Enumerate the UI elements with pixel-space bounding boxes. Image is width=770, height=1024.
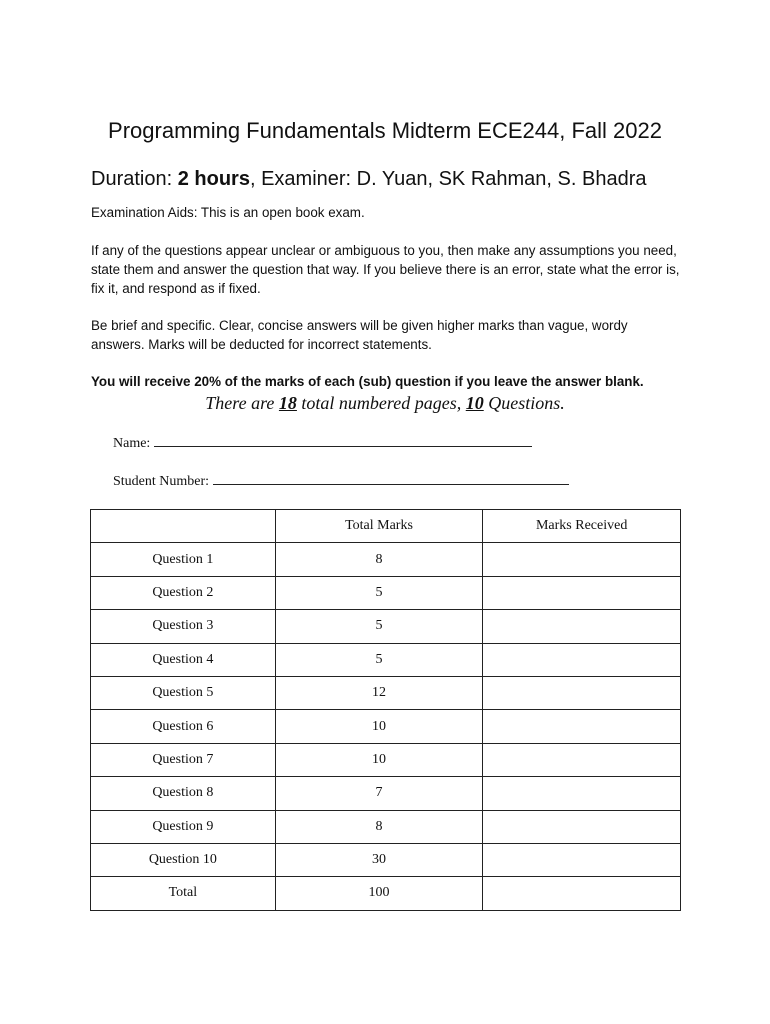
row-label: Total — [91, 877, 276, 910]
row-marks-received[interactable] — [483, 676, 681, 709]
row-marks-received[interactable] — [483, 710, 681, 743]
row-label: Question 6 — [91, 710, 276, 743]
student-number-field-row — [113, 472, 569, 490]
table-header-total-marks: Total Marks — [275, 510, 483, 543]
pages-info-suffix: Questions. — [483, 393, 565, 413]
table-row — [91, 810, 681, 843]
row-total-marks: 100 — [275, 877, 483, 910]
table-row — [91, 710, 681, 743]
row-marks-received[interactable] — [483, 543, 681, 576]
row-total-marks: 10 — [275, 743, 483, 776]
row-label: Question 7 — [91, 743, 276, 776]
table-row — [91, 777, 681, 810]
table-row — [91, 743, 681, 776]
examination-aids-text: Examination Aids: This is an open book exam. — [91, 205, 365, 220]
row-label: Question 8 — [91, 777, 276, 810]
name-field-row — [113, 434, 532, 452]
row-marks-received[interactable] — [483, 777, 681, 810]
table-row — [91, 543, 681, 576]
row-label: Question 4 — [91, 643, 276, 676]
table-row — [91, 643, 681, 676]
table-header-cell — [91, 510, 276, 543]
examiner-text: , Examiner: D. Yuan, SK Rahman, S. Bhadra — [249, 168, 647, 190]
row-total-marks: 7 — [275, 777, 483, 810]
duration-value: 2 hours — [177, 168, 250, 190]
name-label: Name: — [113, 436, 154, 451]
page-count: 18 — [278, 393, 297, 413]
question-count: 10 — [465, 393, 484, 413]
row-label: Question 1 — [91, 543, 276, 576]
row-label: Question 9 — [91, 810, 276, 843]
name-blank-line[interactable] — [154, 434, 532, 447]
pages-info-middle: total numbered pages, — [296, 393, 466, 413]
row-total-marks: 5 — [275, 610, 483, 643]
row-label: Question 3 — [91, 610, 276, 643]
row-marks-received[interactable] — [483, 576, 681, 609]
assumptions-instructions-text: If any of the questions appear unclear or ambiguous to you, then make any assumptions you need, state them and answer the question that way. If you believe there is an error, state what the error is, fix it, and respond as if fixed. — [91, 243, 680, 296]
table-total-row — [91, 877, 681, 910]
row-marks-received[interactable] — [483, 743, 681, 776]
table-row — [91, 576, 681, 609]
table-header-marks-received: Marks Received — [483, 510, 681, 543]
pages-info-line — [0, 393, 770, 414]
brevity-instructions-text: Be brief and specific. Clear, concise answers will be given higher marks than vague, wordy answers. Marks will be deducted for incorrect statements. — [91, 318, 628, 352]
row-marks-received[interactable] — [483, 610, 681, 643]
row-label: Question 2 — [91, 576, 276, 609]
page-title: Programming Fundamentals Midterm ECE244, Fall 2022 — [108, 118, 662, 143]
row-total-marks: 5 — [275, 643, 483, 676]
row-total-marks: 8 — [275, 810, 483, 843]
row-total-marks: 8 — [275, 543, 483, 576]
table-row — [91, 676, 681, 709]
row-total-marks: 5 — [275, 576, 483, 609]
row-marks-received[interactable] — [483, 643, 681, 676]
table-header-row — [91, 510, 681, 543]
row-total-marks: 12 — [275, 676, 483, 709]
student-number-label: Student Number: — [113, 474, 213, 489]
pages-info-prefix: There are — [205, 393, 279, 413]
row-marks-received[interactable] — [483, 843, 681, 876]
table-row — [91, 610, 681, 643]
row-total-marks: 30 — [275, 843, 483, 876]
table-row — [91, 843, 681, 876]
row-label: Question 5 — [91, 676, 276, 709]
marks-table — [90, 509, 681, 911]
duration-examiner-line — [91, 168, 646, 191]
student-number-blank-line[interactable] — [213, 472, 569, 485]
blank-answer-policy-text: You will receive 20% of the marks of each (sub) question if you leave the answer blank. — [91, 374, 644, 389]
row-label: Question 10 — [91, 843, 276, 876]
row-total-marks: 10 — [275, 710, 483, 743]
duration-label: Duration: — [91, 168, 178, 190]
row-marks-received[interactable] — [483, 810, 681, 843]
row-marks-received[interactable] — [483, 877, 681, 910]
